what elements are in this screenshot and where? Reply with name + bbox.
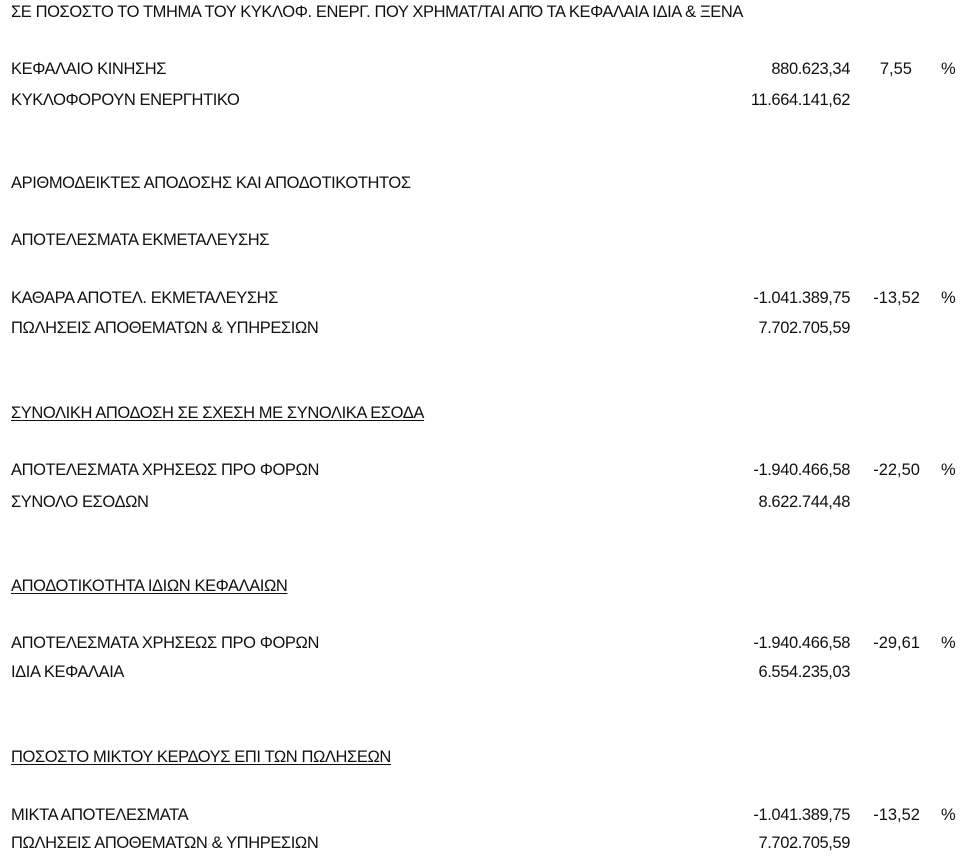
- percent-sign: %: [941, 806, 956, 824]
- section-title: ΑΡΙΘΜΟΔΕΙΚΤΕΣ ΑΠΟΔΟΣΗΣ ΚΑΙ ΑΠΟΔΟΤΙΚΟΤΗΤΟΣ: [11, 174, 411, 192]
- row-label: ΙΔΙΑ ΚΕΦΑΛΑΙΑ: [11, 663, 124, 681]
- row-label: ΚΕΦΑΛΑΙΟ ΚΙΝΗΣΗΣ: [11, 60, 167, 78]
- percent-sign: %: [941, 289, 956, 307]
- section-subtitle: ΑΠΟΤΕΛΕΣΜΑΤΑ ΕΚΜΕΤΑΛΕΥΣΗΣ: [11, 231, 270, 249]
- row-value: -1.041.389,75: [753, 289, 850, 307]
- row-label: ΠΩΛΗΣΕΙΣ ΑΠΟΘΕΜΑΤΩΝ & ΥΠΗΡΕΣΙΩΝ: [11, 319, 319, 337]
- percent-sign: %: [941, 60, 956, 78]
- section-title: ΣΥΝΟΛΙΚΗ ΑΠΟΔΟΣΗ ΣΕ ΣΧΕΣΗ ΜΕ ΣΥΝΟΛΙΚΑ ΕΣΟΔΑ: [11, 404, 424, 422]
- percent-sign: %: [941, 634, 956, 652]
- row-label: ΠΩΛΗΣΕΙΣ ΑΠΟΘΕΜΑΤΩΝ & ΥΠΗΡΕΣΙΩΝ: [11, 834, 319, 852]
- row-label: ΑΠΟΤΕΛΕΣΜΑΤΑ ΧΡΗΣΕΩΣ ΠΡΟ ΦΟΡΩΝ: [11, 634, 319, 652]
- row-value: 880.623,34: [771, 60, 850, 78]
- row-label: ΚΥΚΛΟΦΟΡΟΥΝ ΕΝΕΡΓΗΤΙΚΟ: [11, 91, 240, 109]
- row-value: 8.622.744,48: [758, 493, 850, 511]
- row-percent: -29,61: [873, 634, 920, 652]
- row-label: ΚΑΘΑΡΑ ΑΠΟΤΕΛ. ΕΚΜΕΤΑΛΕΥΣΗΣ: [11, 289, 278, 307]
- row-percent: 7,55: [879, 60, 912, 78]
- row-percent: -13,52: [873, 806, 920, 824]
- row-value: 7.702.705,59: [758, 319, 850, 337]
- percent-sign: %: [941, 461, 956, 479]
- section-title: ΠΟΣΟΣΤΟ ΜΙΚΤΟΥ ΚΕΡΔΟΥΣ ΕΠΙ ΤΩΝ ΠΩΛΗΣΕΩΝ: [11, 748, 391, 766]
- row-value: -1.940.466,58: [753, 461, 850, 479]
- row-value: -1.041.389,75: [753, 806, 850, 824]
- row-label: ΜΙΚΤΑ ΑΠΟΤΕΛΕΣΜΑΤΑ: [11, 806, 189, 824]
- row-value: -1.940.466,58: [753, 634, 850, 652]
- row-percent: -22,50: [873, 461, 920, 479]
- row-percent: -13,52: [873, 289, 920, 307]
- section-title: ΑΠΟΔΟΤΙΚΟΤΗΤΑ ΙΔΙΩΝ ΚΕΦΑΛΑΙΩΝ: [11, 577, 288, 595]
- row-value: 6.554.235,03: [758, 663, 850, 681]
- row-value: 11.664.141,62: [750, 91, 850, 109]
- row-label: ΑΠΟΤΕΛΕΣΜΑΤΑ ΧΡΗΣΕΩΣ ΠΡΟ ΦΟΡΩΝ: [11, 461, 319, 479]
- row-value: 7.702.705,59: [758, 834, 850, 852]
- row-label: ΣΥΝΟΛΟ ΕΣΟΔΩΝ: [11, 493, 149, 511]
- page-title: ΣΕ ΠΟΣΟΣΤΟ ΤΟ ΤΜΗΜΑ ΤΟΥ ΚΥΚΛΟΦ. ΕΝΕΡΓ. ΠΟΥ ΧΡΗΜΑΤ/ΤΑΙ ΑΠΌ ΤΑ ΚΕΦΑΛΑΙΑ ΙΔΙΑ & ΞΕΝΑ: [11, 3, 744, 21]
